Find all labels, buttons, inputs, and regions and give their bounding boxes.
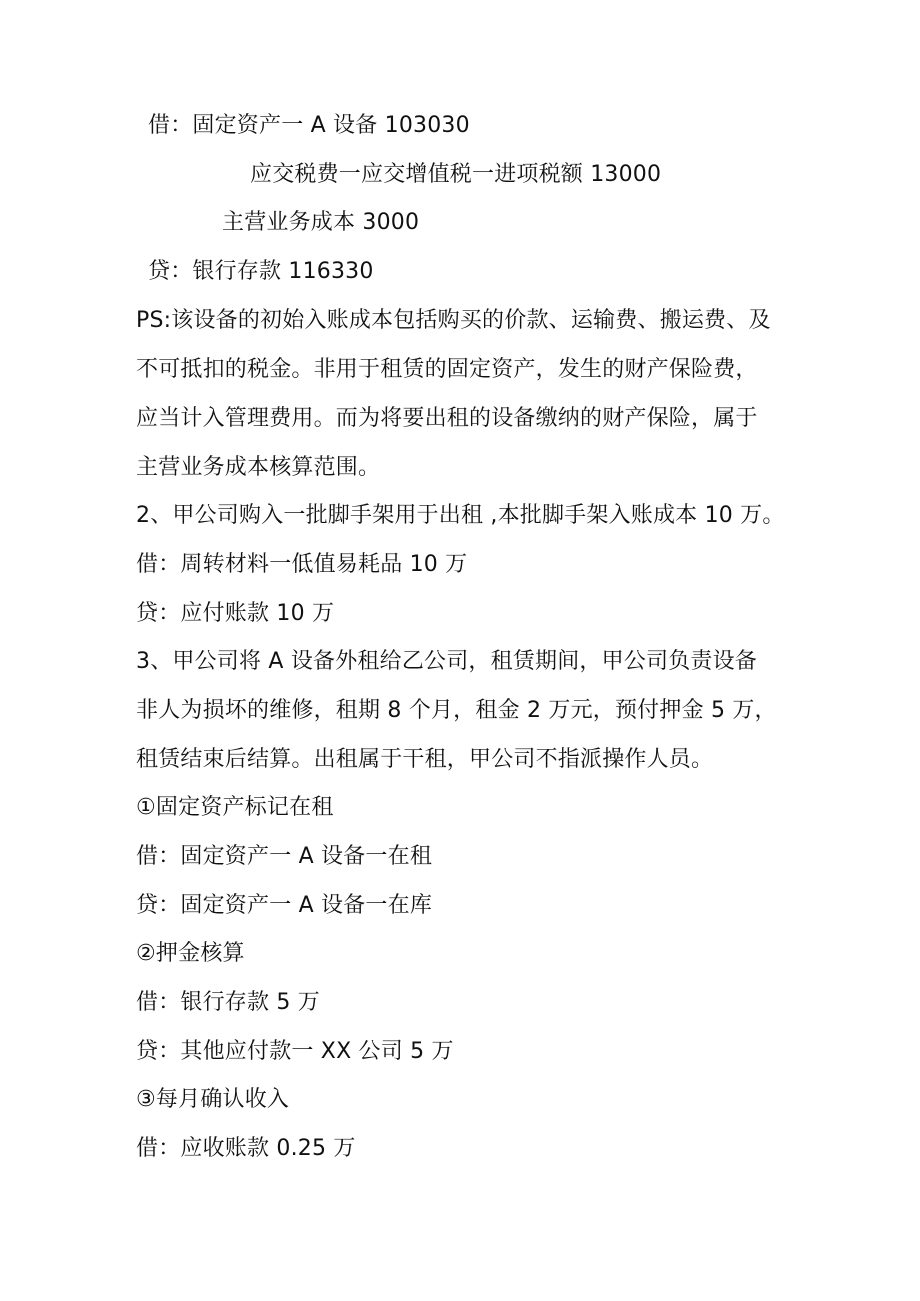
journal-credit-bank: 贷：银行存款 116330 bbox=[148, 259, 374, 284]
item-3-line-3: 租赁结束后结算。出租属于干租，甲公司不指派操作人员。 bbox=[136, 747, 714, 772]
step-2-heading: ②押金核算 bbox=[136, 941, 245, 966]
step-3-heading: ③每月确认收入 bbox=[136, 1087, 290, 1112]
journal-debit-fixed-asset: 借：固定资产一 A 设备 103030 bbox=[148, 113, 470, 138]
item-3-line-2: 非人为损坏的维修，租期 8 个月，租金 2 万元，预付押金 5 万， bbox=[136, 698, 777, 723]
ps-note-line-4: 主营业务成本核算范围。 bbox=[136, 455, 381, 480]
item-2-debit: 借：周转材料一低值易耗品 10 万 bbox=[136, 552, 468, 577]
step-1-heading: ①固定资产标记在租 bbox=[136, 795, 334, 820]
ps-note-line-2: 不可抵扣的税金。非用于租赁的固定资产，发生的财产保险费， bbox=[136, 357, 758, 382]
journal-debit-input-tax: 应交税费一应交增值税一进项税额 13000 bbox=[250, 162, 662, 187]
item-3-line-1: 3、甲公司将 A 设备外租给乙公司，租赁期间，甲公司负责设备 bbox=[136, 649, 758, 674]
step-2-debit: 借：银行存款 5 万 bbox=[136, 990, 320, 1015]
step-1-credit: 贷：固定资产一 A 设备一在库 bbox=[136, 893, 433, 918]
ps-note-line-3: 应当计入管理费用。而为将要出租的设备缴纳的财产保险，属于 bbox=[136, 406, 758, 431]
step-1-debit: 借：固定资产一 A 设备一在租 bbox=[136, 844, 433, 869]
journal-debit-main-cost: 主营业务成本 3000 bbox=[222, 210, 420, 235]
item-2-credit: 贷：应付账款 10 万 bbox=[136, 601, 335, 626]
step-2-credit: 贷：其他应付款一 XX 公司 5 万 bbox=[136, 1039, 454, 1064]
step-3-debit: 借：应收账款 0.25 万 bbox=[136, 1136, 356, 1161]
item-2-heading: 2、甲公司购入一批脚手架用于出租 ,本批脚手架入账成本 10 万。 bbox=[136, 503, 785, 528]
ps-note-line-1: PS:该设备的初始入账成本包括购买的价款、运输费、搬运费、及 bbox=[136, 308, 771, 333]
